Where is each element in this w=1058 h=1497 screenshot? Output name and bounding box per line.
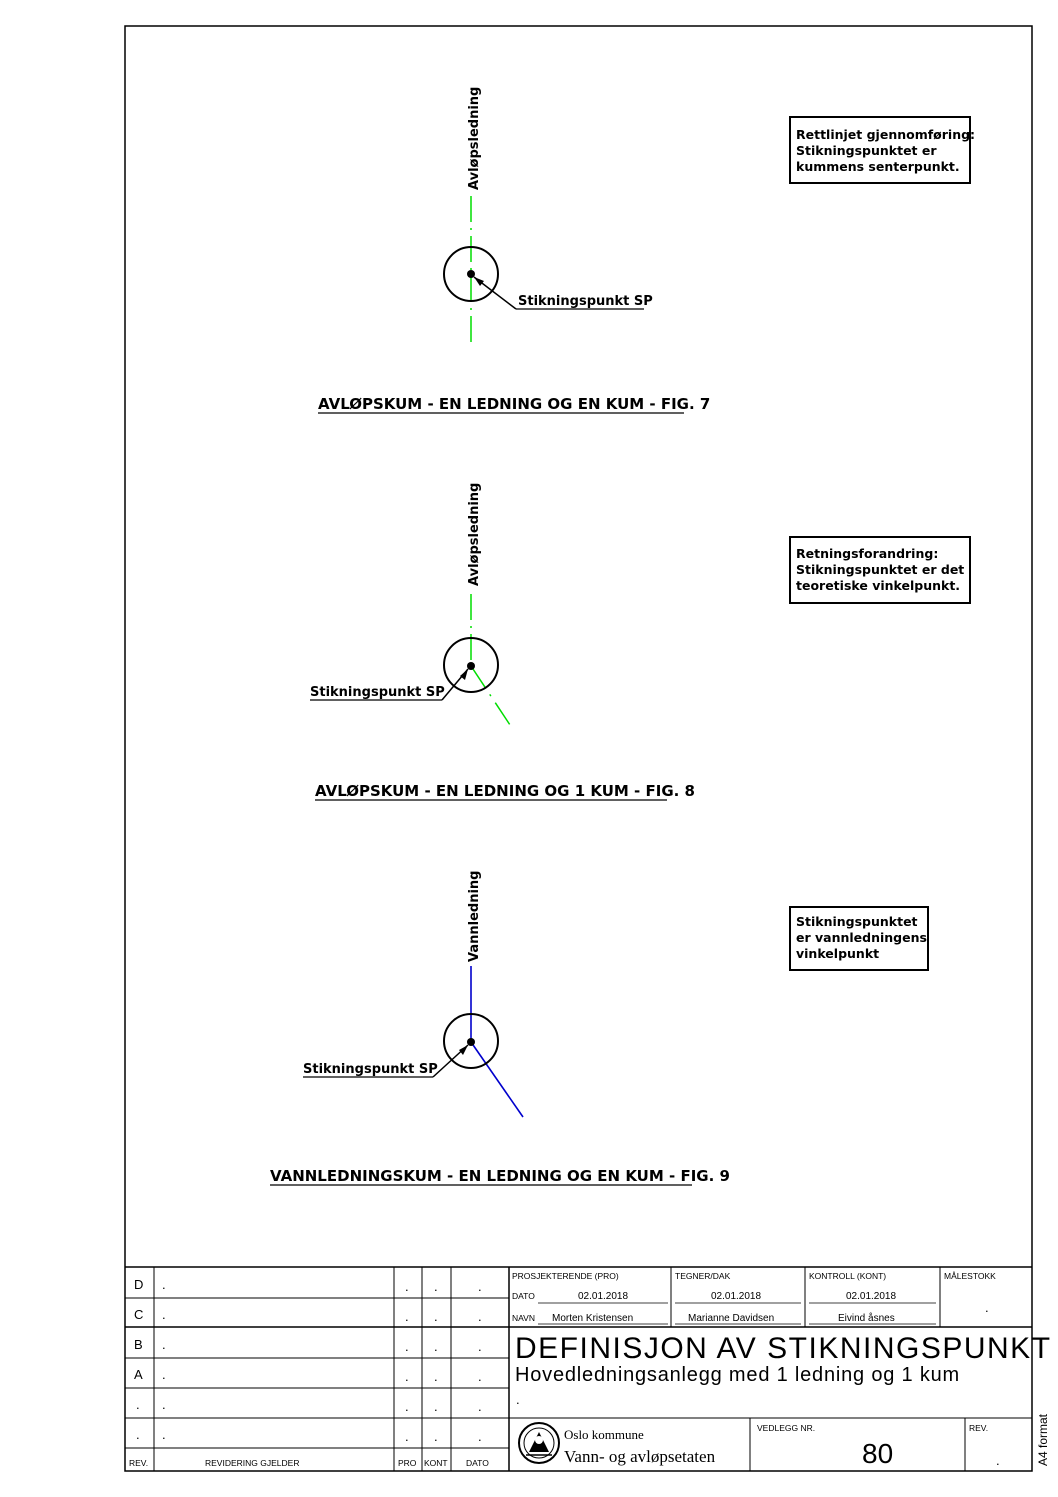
rev-dato: . [478,1339,482,1354]
note-line-2: Stikningspunktet er [796,143,937,158]
pro-navn: Morten Kristensen [552,1313,634,1324]
arrow-head [459,1045,468,1055]
line-label: Vannledning [467,870,482,962]
drawing-extra: . [516,1392,520,1407]
rev-text: . [162,1337,166,1352]
rev-kont: . [434,1339,438,1354]
rev-dato: . [478,1309,482,1324]
tegner-navn: Marianne Davidsen [688,1313,775,1324]
rev-letter: B [134,1337,143,1352]
rev-header-pro: PRO [398,1458,417,1468]
rev-pro: . [405,1369,409,1384]
rev-kont: . [434,1279,438,1294]
line-label: Avløpsledning [467,86,482,190]
note-line-1: Stikningspunktet [796,914,918,929]
rev-kont: . [434,1369,438,1384]
note-line-3: kummens senterpunkt. [796,159,960,174]
kontroll-navn: Eivind åsnes [838,1313,895,1324]
kontroll-label: KONTROLL (KONT) [809,1271,887,1281]
rev-dato: . [478,1279,482,1294]
rev-dato: . [478,1429,482,1444]
rev-header-rev: REV. [129,1458,149,1468]
rev-header-dato: DATO [466,1458,489,1468]
rev-pro: . [405,1309,409,1324]
malestokk-label: MÅLESTOKK [944,1271,996,1281]
rev-value: . [996,1453,1000,1468]
dato-label: DATO [512,1291,535,1301]
line-label: Avløpsledning [467,482,482,586]
sp-label: Stikningspunkt SP [518,294,653,309]
rev-header-kont: KONT [424,1458,448,1468]
pro-dato: 02.01.2018 [578,1291,629,1302]
rev-pro: . [405,1429,409,1444]
rev-kont: . [434,1309,438,1324]
stakeout-point [467,1038,475,1046]
rev-text: . [162,1397,166,1412]
figure-title: AVLØPSKUM - EN LEDNING OG EN KUM - FIG. 7 [318,395,711,413]
tegner-dato: 02.01.2018 [711,1291,762,1302]
rev-text: . [162,1427,166,1442]
rev-header-text: REVIDERING GJELDER [205,1458,300,1468]
sewer-line-bend [471,666,514,731]
figure-9 [270,871,928,1185]
rev-text: . [162,1307,166,1322]
rev-kont: . [434,1399,438,1414]
drawing-subtitle: Hovedledningsanlegg med 1 ledning og 1 kum [515,1364,960,1386]
drawing-title: DEFINISJON AV STIKNINGSPUNKT [515,1332,1052,1365]
figure-title: VANNLEDNINGSKUM - EN LEDNING OG EN KUM - FIG. 9 [270,1167,730,1185]
arrow-head [474,277,484,286]
rev-letter: C [134,1307,144,1322]
org-name: Oslo kommune [564,1427,644,1442]
tegner-label: TEGNER/DAK [675,1271,731,1281]
arrow-head [460,669,468,680]
rev-pro: . [405,1399,409,1414]
rev-dato: . [478,1399,482,1414]
oslo-kommune-logo [519,1423,559,1463]
malestokk-value: . [985,1300,989,1315]
rev-pro: . [405,1339,409,1354]
water-line-bend [471,1042,523,1117]
rev-letter: . [136,1397,140,1412]
org-department: Vann- og avløpsetaten [564,1447,716,1466]
rev-label: REV. [969,1423,989,1433]
kontroll-dato: 02.01.2018 [846,1291,897,1302]
revision-table [129,1277,489,1468]
note-line-3: vinkelpunkt [796,946,880,961]
stakeout-point [467,662,475,670]
figure-title: AVLØPSKUM - EN LEDNING OG 1 KUM - FIG. 8 [315,782,695,800]
responsibility-block [512,1271,996,1324]
note-line-1: Retningsforandring: [796,546,939,561]
vedlegg-label: VEDLEGG NR. [757,1423,816,1433]
rev-letter: D [134,1277,144,1292]
format-label: A4 format [1036,1413,1050,1466]
sp-label: Stikningspunkt SP [310,685,445,700]
sp-label: Stikningspunkt SP [303,1062,438,1077]
rev-kont: . [434,1429,438,1444]
rev-text: . [162,1367,166,1382]
note-line-2: Stikningspunktet er det [796,562,965,577]
rev-dato: . [478,1369,482,1384]
pro-label: PROSJEKTERENDE (PRO) [512,1271,619,1281]
rev-letter: A [134,1367,143,1382]
note-line-2: er vannledningens [796,930,927,945]
sheet-border [125,26,1032,1471]
stakeout-point [467,270,475,278]
figure-8 [310,483,970,800]
rev-letter: . [136,1427,140,1442]
figure-7 [318,87,975,413]
vedlegg-number: 80 [862,1438,894,1469]
note-line-1: Rettlinjet gjennomføring: [796,127,976,142]
note-line-3: teoretiske vinkelpunkt. [796,578,961,593]
navn-label: NAVN [512,1313,535,1323]
rev-text: . [162,1277,166,1292]
rev-pro: . [405,1279,409,1294]
